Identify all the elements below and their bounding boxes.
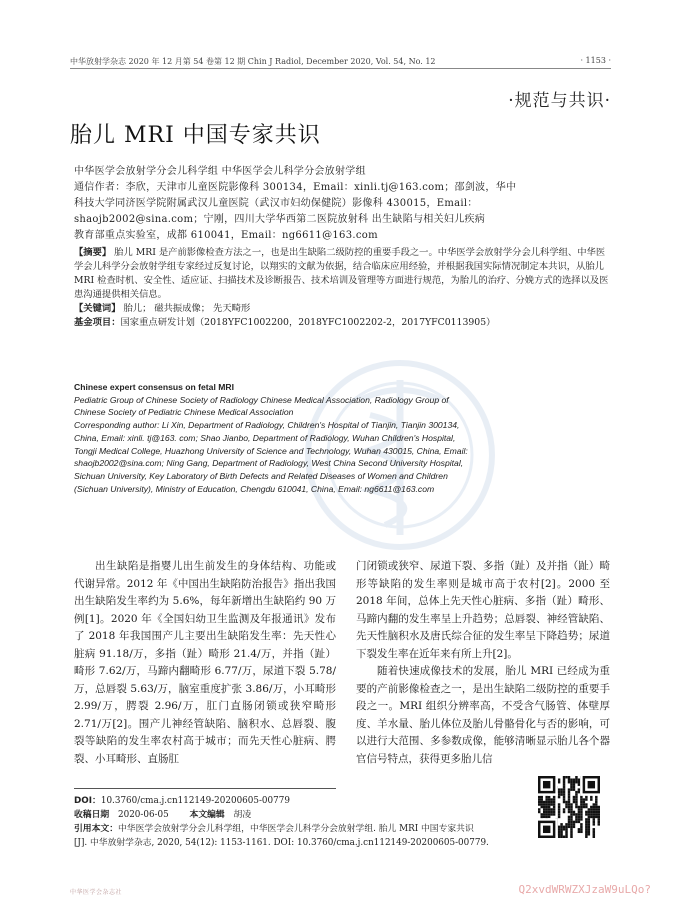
abstract-label: 【摘要】	[74, 247, 112, 258]
english-line: China, Email: xinli. tj@163. com; Shao Jianbo, Department of Radiology, Wuhan Children's Hospital,	[74, 432, 456, 443]
doi-value[interactable]: 10.3760/cma.j.cn112149-20200605-00779	[100, 796, 290, 806]
keywords-text: 胎儿； 磁共振成像； 先天畸形	[123, 303, 251, 314]
body-paragraph: 出生缺陷是指婴儿出生前发生的身体结构、功能或代谢异常。2012 年《中国出生缺陷防治报告》指出我国出生缺陷发生率约为 5.6%，每年新增出生缺陷约 90 万例[1]。2020 年《全国妇幼卫生监测及年报通讯》发布了 2018 年我国围产儿主要出生缺陷发生率：先天性心脏病 91.18/万，多指（趾）畸形 21.4/万，并指（趾）畸形 7.62/万，马蹄内翻畸形 6.77/万，尿道下裂 5.78/万，总唇裂 5.63/万，脑室重度扩张 3.86/万，小耳畸形 2.99/万，腭裂 2.96/万，肛门直肠闭锁或狭窄畸形 2.71/万[2]。围产儿神经管缺陷、脑积水、总唇裂、腹裂等缺陷的发生率农村高于城市；而先天性心脏病、腭裂、小耳畸形、直肠肛	[74, 560, 336, 765]
affiliation-line: 教育部重点实验室，成都 610041，Email：ng6611@163.com	[74, 230, 378, 241]
citation-line: [J]. 中华放射学杂志, 2020, 54(12): 1153-1161. DOI: 10.3760/cma.j.cn112149-20200605-00779.	[74, 838, 489, 848]
received-label: 收稿日期	[74, 810, 110, 820]
body-paragraph: 随着快速成像技术的发展，胎儿 MRI 已经成为重要的产前影像检查之一，是出生缺陷二级防控的重要手段之一。MRI 组织分辨率高，不受含气肠管、体壁厚度、羊水量、胎儿体位及胎儿骨骼骨化与否的影响，可以进行大范围、多参数成像，能够清晰显示胎儿各个器官信号特点，获得更多胎儿信	[356, 665, 610, 765]
english-line: shaojb2002@sina.com; Ning Gang, Department of Radiology, West China Second University Hospital,	[74, 458, 464, 469]
funding-text: 国家重点研发计划（2018YFC1002200，2018YFC1002202-2，2017YFC0113905）	[120, 317, 496, 328]
qr-code-icon[interactable]	[538, 776, 600, 838]
citation-text: 中华医学会放射学分会儿科学组，中华医学会儿科学分会放射学组. 胎儿 MRI 中国专家共识	[118, 824, 474, 834]
doi-line	[74, 794, 610, 808]
editor-value: 胡凌	[233, 810, 252, 820]
publisher-mark: 中华医学会杂志社	[70, 889, 123, 896]
body-column-right	[356, 558, 610, 768]
english-line: (Sichuan University), Ministry of Education, Chengdu 610041, China, Email: ng6611@163.com	[74, 483, 435, 494]
keywords-label: 【关键词】	[74, 303, 121, 314]
footnote-block	[74, 794, 610, 850]
abstract-paragraph	[74, 246, 610, 302]
page-number: · 1153 ·	[580, 56, 611, 65]
keywords-line	[74, 302, 610, 316]
affiliation-line: 通信作者：李欣，天津市儿童医院影像科 300134，Email：xinli.tj@163.com；邵剑波，华中	[74, 182, 517, 193]
english-line: Chinese Society of Pediatric Chinese Medical Association	[74, 407, 294, 418]
affiliation-block	[74, 164, 610, 244]
author-groups: 中华医学会放射学分会儿科学组 中华医学会儿科学分会放射学组	[74, 166, 366, 177]
document-code: Q2xvdWRWZXJzaW9uLQo?	[518, 883, 651, 896]
english-line: Corresponding author: Li Xin, Department of Radiology, Children's Hospital of Tianjin, Tianjin 300134,	[74, 420, 460, 431]
funding-line	[74, 316, 610, 330]
english-block	[74, 381, 610, 495]
running-header: 中华放射学杂志 2020 年 12 月第 54 卷第 12 期 Chin J Radiol, December 2020, Vol. 54, No. 12	[70, 57, 436, 66]
abstract-text: 胎儿 MRI 是产前影像检查方法之一，也是出生缺陷二级防控的重要手段之一。中华医学会放射学分会儿科学组、中华医学会儿科学分会放射学组专家经过反复讨论，以翔实的文献为依据，结合临床应用经验，并根据我国实际情况制定本共识，从胎儿 MRI 检查时机、安全性、适应证、扫描技术及诊断报告、技术培训及管理等方面进行规范，为胎儿的治疗、分娩方式的选择以及医患沟通提供相关信息。	[74, 247, 609, 300]
received-line	[74, 808, 610, 822]
article-title: 胎儿 MRI 中国专家共识	[70, 123, 321, 148]
english-line: Tongji Medical College, Huazhong University of Science and Technology, Wuhan 430015, China, Email:	[74, 445, 468, 456]
citation-line	[74, 822, 610, 836]
editor-label: 本文编辑	[189, 810, 225, 820]
doi-label: DOI：	[74, 796, 101, 806]
english-line: Pediatric Group of Chinese Society of Radiology Chinese Medical Association, Radiology Group of	[74, 394, 449, 405]
body-column-left	[74, 558, 336, 768]
received-value: 2020-06-05	[118, 810, 169, 820]
abstract-block	[74, 246, 610, 330]
footnote-rule	[74, 788, 336, 789]
affiliation-line: shaojb2002@sina.com；宁刚，四川大学华西第二医院放射科 出生缺陷与相关妇儿疾病	[74, 214, 486, 225]
english-line: Sichuan University, Key Laboratory of Birth Defects and Related Diseases of Women and Children	[74, 470, 448, 481]
affiliation-line: 科技大学同济医学院附属武汉儿童医院（武汉市妇幼保健院）影像科 430015，Email：	[74, 198, 478, 209]
body-paragraph: 门闭锁或狭窄、尿道下裂、多指（趾）及并指（趾）畸形等缺陷的发生率则是城市高于农村[2]。2000 至 2018 年间，总体上先天性心脏病、多指（趾）畸形、马蹄内翻的发生率呈上升趋势；总唇裂、神经管缺陷、先天性脑积水及唐氏综合征的发生率呈下降趋势；尿道下裂发生率在近年来有所上升[2]。	[356, 560, 610, 660]
header-rule	[70, 68, 611, 69]
citation-label: 引用本文：	[74, 824, 118, 834]
section-tag: ·规范与共识·	[508, 91, 611, 111]
english-title: Chinese expert consensus on fetal MRI	[74, 382, 234, 392]
funding-label: 基金项目：	[74, 317, 121, 328]
